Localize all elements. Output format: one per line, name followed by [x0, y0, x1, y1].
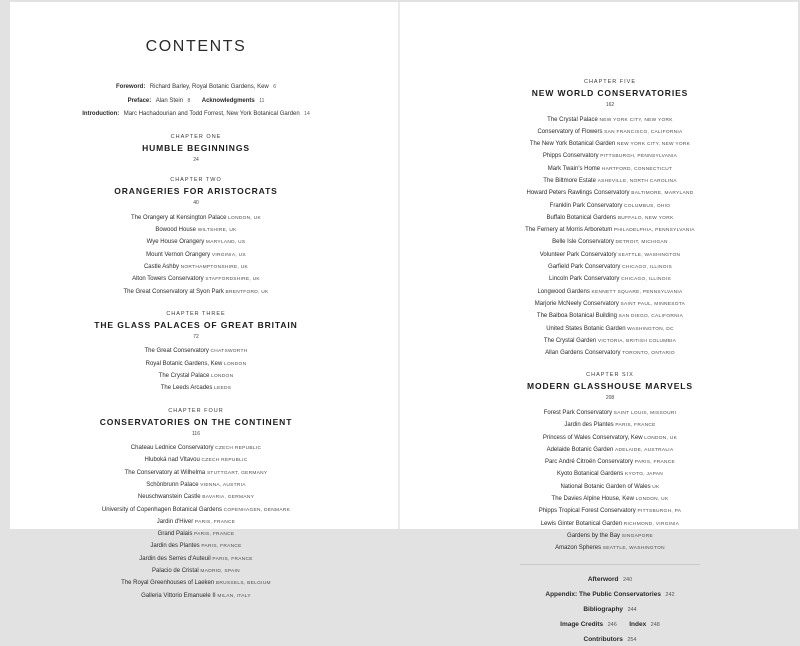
venue-location: STAFFORDSHIRE, UK — [205, 277, 260, 283]
venue-item — [440, 113, 780, 125]
matter-label: Appendix: The Public Conservatories — [545, 590, 661, 598]
venue-item — [440, 186, 780, 198]
matter-text: Marc Hachadourian and Todd Forrest, New York Botanical Garden — [123, 111, 300, 118]
venue-name: Neuschwanstein Castle — [137, 494, 203, 501]
venue-name: Gardens by the Bay — [567, 532, 622, 539]
book-page — [10, 2, 798, 643]
chapter-title: THE GLASS PALACES OF GREAT BRITAIN — [94, 319, 298, 330]
venue-location: BRENTFORD, UK — [225, 289, 269, 295]
matter-label: Index — [629, 620, 647, 628]
venue-name: Galleria Vittorio Emanuele II — [141, 592, 218, 599]
venue-location: VICTORIA, BRITISH COLUMBIA — [597, 338, 677, 344]
venue-location: MARYLAND, US — [205, 240, 246, 246]
venue-location: PARIS, FRANCE — [634, 460, 676, 466]
venue-location: LONDON, UK — [635, 497, 669, 503]
matter-label: Bibliography — [583, 605, 624, 613]
venue-location: CHICAGO, ILLINOIS — [622, 265, 672, 271]
venue-item — [440, 504, 780, 516]
venue-location: COLUMBUS, OHIO — [624, 203, 671, 209]
venue-location: LONDON — [211, 373, 234, 379]
matter-text: Richard Barley, Royal Botanic Gardens, Kew — [149, 84, 269, 90]
venue-item — [440, 418, 780, 430]
venue-location: HARTFORD, CONNECTICUT — [601, 166, 673, 172]
right-page-column — [440, 2, 780, 646]
venue-location: BALTIMORE, MARYLAND — [631, 191, 694, 197]
back-matter-line — [440, 586, 780, 601]
venue-name: The Davies Alpine House, Kew — [551, 496, 636, 503]
venue-name: The Crystal Palace — [158, 372, 212, 379]
venue-list — [26, 344, 366, 393]
venue-location: BRUSSELS, BELGIUM — [215, 581, 271, 587]
venue-item — [26, 223, 366, 235]
venue-location: VIRGINIA, US — [211, 252, 246, 258]
matter-page-number: 6 — [273, 84, 276, 90]
venue-item — [440, 455, 780, 467]
venue-item — [26, 381, 366, 393]
venue-name: The Crystal Palace — [547, 116, 600, 123]
venue-item — [440, 260, 780, 272]
venue-list — [440, 113, 780, 359]
chapter-page-number: 208 — [605, 395, 615, 402]
venue-item — [26, 478, 366, 490]
chapter-label: CHAPTER ONE — [170, 133, 222, 140]
venue-name: Allan Gardens Conservatory — [545, 350, 623, 357]
matter-page-number: 248 — [650, 621, 660, 628]
venue-item — [440, 248, 780, 260]
venue-name: Marjorie McNeely Conservatory — [534, 300, 621, 307]
venue-name: The Fernery at Morris Arboretum — [525, 227, 614, 234]
venue-name: The Crystal Garden — [543, 337, 598, 344]
chapter-block — [26, 176, 366, 297]
venue-name: The Orangery at Kensington Palace — [131, 214, 229, 221]
venue-location: PARIS, FRANCE — [194, 532, 235, 538]
venue-location: LONDON, UK — [644, 435, 678, 441]
back-matter-divider — [520, 564, 700, 565]
chapter-title: NEW WORLD CONSERVATORIES — [531, 88, 689, 98]
venue-name: National Botanic Garden of Wales — [560, 483, 653, 490]
venue-name: Howard Peters Rawlings Conservatory — [526, 190, 632, 197]
venue-name: Phipps Conservatory — [542, 153, 601, 160]
venue-name: Grand Palais — [157, 531, 195, 538]
front-matter — [26, 79, 366, 120]
venue-location: WASHINGTON, DC — [627, 326, 674, 332]
venue-name: The Conservatory at Wilhelma — [124, 469, 207, 476]
venue-item — [26, 235, 366, 247]
chapter-block — [26, 310, 366, 394]
venue-location: NEW YORK CITY, NEW YORK — [599, 117, 673, 123]
matter-label: Acknowledgments — [201, 97, 255, 104]
venue-name: United States Botanic Garden — [546, 325, 628, 332]
matter-page-number: 11 — [259, 97, 265, 104]
matter-page-number: 242 — [665, 591, 675, 598]
venue-item — [26, 539, 366, 551]
matter-page-number: 14 — [304, 111, 310, 118]
chapter-page-number: 72 — [193, 333, 199, 340]
venue-item — [26, 503, 366, 515]
back-matter-line — [440, 616, 780, 631]
matter-page-number: 254 — [627, 636, 637, 643]
venue-item — [26, 285, 366, 297]
venue-location: WILTSHIRE, UK — [197, 228, 237, 234]
venue-name: Conservatory of Flowers — [537, 128, 605, 135]
venue-item — [26, 490, 366, 502]
venue-name: Jardin des Serres d'Auteuil — [139, 555, 213, 562]
venue-location: MILAN, ITALY — [217, 593, 251, 599]
chapter-label: CHAPTER THREE — [166, 310, 226, 317]
venue-item — [440, 297, 780, 309]
venue-item — [26, 527, 366, 539]
venue-name: The Balboa Botanical Building — [536, 313, 619, 320]
matter-label: Image Credits — [560, 620, 604, 628]
venue-name: The Great Conservatory at Syon Park — [123, 288, 226, 295]
venue-name: Palacio de Cristal — [152, 568, 201, 575]
right-chapter-list — [440, 78, 780, 554]
venue-item — [26, 260, 366, 272]
venue-name: Parc André Citroën Conservatory — [544, 459, 635, 466]
chapter-block — [26, 407, 366, 601]
venue-item — [26, 589, 366, 601]
chapter-label: CHAPTER FOUR — [168, 407, 224, 414]
venue-item — [440, 174, 780, 186]
venue-location: PARIS, FRANCE — [212, 556, 253, 562]
matter-page-number: 244 — [627, 606, 637, 613]
venue-item — [26, 552, 366, 564]
venue-location: SEATTLE, WASHINGTON — [602, 546, 665, 552]
venue-name: The Biltmore Estate — [543, 177, 598, 184]
venue-item — [440, 334, 780, 346]
venue-location: KENNETT SQUARE, PENNSYLVANIA — [591, 289, 683, 295]
venue-location: PITTSBURGH, PA — [637, 509, 682, 515]
venue-location: DETROIT, MICHIGAN — [615, 240, 668, 246]
matter-page-number: 240 — [622, 576, 633, 583]
venue-location: BAVARIA, GERMANY — [202, 495, 255, 501]
venue-name: Jardin des Plantes — [150, 543, 202, 550]
chapter-page-number: 162 — [605, 102, 615, 108]
venue-name: The New York Botanical Garden — [529, 141, 617, 148]
page-title: CONTENTS — [145, 38, 247, 55]
venue-location: CHATSWORTH — [210, 349, 248, 355]
venue-location: UK — [652, 484, 660, 490]
venue-name: Garfield Park Conservatory — [548, 264, 623, 271]
matter-text: Alan Stein — [155, 97, 184, 104]
venue-name: Princess of Wales Conservatory, Kew — [542, 434, 645, 441]
venue-item — [26, 515, 366, 527]
venue-name: Franklin Park Conservatory — [549, 202, 625, 209]
venue-name: Mount Vernon Orangery — [146, 251, 212, 258]
chapter-block — [440, 78, 780, 358]
venue-item — [440, 406, 780, 418]
venue-item — [440, 443, 780, 455]
venue-item — [26, 466, 366, 478]
chapter-page-number: 116 — [192, 430, 200, 437]
venue-item — [440, 529, 780, 541]
venue-item — [440, 235, 780, 247]
page-gutter-line — [398, 2, 400, 529]
venue-item — [26, 344, 366, 356]
venue-location: MADRID, SPAIN — [200, 569, 240, 575]
venue-item — [440, 137, 780, 149]
matter-label: Introduction: — [82, 111, 120, 118]
venue-location: SINGAPORE — [621, 533, 653, 539]
chapter-label: CHAPTER SIX — [586, 372, 634, 379]
venue-name: Buffalo Botanical Gardens — [546, 214, 618, 221]
venue-name: Phipps Tropical Forest Conservatory — [538, 508, 638, 515]
chapter-block — [440, 371, 780, 553]
venue-name: Castle Ashby — [143, 263, 181, 270]
venue-name: Lewis Ginter Botanical Garden — [540, 520, 624, 527]
venue-location: PARIS, FRANCE — [615, 423, 656, 429]
venue-item — [26, 272, 366, 284]
venue-location: ASHEVILLE, NORTH CAROLINA — [597, 178, 677, 184]
venue-name: The Great Conservatory — [144, 348, 211, 355]
venue-location: CHICAGO, ILLINOIS — [621, 277, 671, 283]
venue-name: Adelaide Botanic Garden — [546, 446, 615, 453]
venue-name: Kyoto Botanical Gardens — [556, 471, 625, 478]
left-chapter-list — [26, 133, 366, 601]
venue-location: SAN DIEGO, CALIFORNIA — [618, 314, 684, 320]
venue-item — [440, 346, 780, 358]
venue-item — [440, 309, 780, 321]
venue-item — [26, 248, 366, 260]
venue-item — [440, 467, 780, 479]
venue-location: VIENNA, AUSTRIA — [200, 482, 246, 488]
venue-list — [26, 211, 366, 297]
venue-item — [26, 211, 366, 223]
venue-name: Wye House Orangery — [146, 239, 206, 246]
venue-location: BUFFALO, NEW YORK — [617, 215, 674, 221]
back-matter-line — [440, 631, 780, 646]
venue-item — [440, 517, 780, 529]
venue-item — [440, 211, 780, 223]
back-matter-line — [440, 571, 780, 586]
venue-location: SAN FRANCISCO, CALIFORNIA — [604, 129, 683, 135]
venue-location: SEATTLE, WASHINGTON — [618, 252, 681, 258]
venue-name: Lincoln Park Conservatory — [549, 276, 622, 283]
front-matter-line — [26, 93, 366, 107]
chapter-page-number: 40 — [193, 200, 199, 207]
venue-item — [26, 369, 366, 381]
venue-item — [440, 223, 780, 235]
venue-location: PARIS, FRANCE — [194, 519, 236, 525]
matter-label: Afterword — [587, 575, 619, 583]
venue-item — [440, 431, 780, 443]
venue-item — [440, 162, 780, 174]
venue-name: Belle Isle Conservatory — [552, 239, 616, 246]
venue-name: Hluboká nad Vltavou — [144, 457, 202, 464]
venue-item — [440, 149, 780, 161]
matter-page-number: 8 — [187, 97, 191, 104]
venue-name: Chateau Lednice Conservatory — [130, 445, 216, 452]
venue-item — [440, 272, 780, 284]
venue-location: PHILADELPHIA, PENNSYLVANIA — [613, 228, 695, 234]
venue-location: PARIS, FRANCE — [201, 544, 242, 550]
venue-name: University of Copenhagen Botanical Gardens — [101, 506, 224, 513]
venue-item — [440, 492, 780, 504]
chapter-label: CHAPTER FIVE — [583, 79, 637, 85]
venue-name: Alton Towers Conservatory — [132, 276, 206, 283]
venue-item — [440, 541, 780, 553]
venue-item — [440, 125, 780, 137]
venue-item — [26, 357, 366, 369]
back-matter-line — [440, 601, 780, 616]
venue-name: Volunteer Park Conservatory — [539, 251, 619, 258]
chapter-label: CHAPTER TWO — [170, 177, 222, 184]
venue-name: Mark Twain's Home — [547, 165, 602, 172]
venue-location: SAINT LOUIS, MISSOURI — [613, 410, 677, 416]
venue-location: CZECH REPUBLIC — [215, 446, 262, 452]
venue-location: LONDON, UK — [228, 215, 261, 221]
venue-location: PITTSBURGH, PENNSYLVANIA — [600, 154, 678, 160]
venue-location: STUTTGART, GERMANY — [206, 470, 268, 476]
venue-list — [440, 406, 780, 554]
venue-name: The Leeds Arcades — [160, 385, 215, 392]
venue-location: NORTHAMPTONSHIRE, UK — [180, 264, 249, 270]
venue-location: CZECH REPUBLIC — [201, 458, 248, 464]
venue-location: KYOTO, JAPAN — [624, 472, 664, 478]
venue-name: Longwood Gardens — [537, 288, 592, 295]
venue-location: RICHMOND, VIRGINIA — [623, 521, 680, 527]
venue-location: LONDON — [224, 361, 247, 367]
venue-location: COPENHAGEN, DENMARK — [223, 507, 291, 513]
venue-name: Forest Park Conservatory — [543, 409, 614, 416]
chapter-title: ORANGERIES FOR ARISTOCRATS — [114, 186, 278, 197]
venue-location: NEW YORK CITY, NEW YORK — [616, 142, 691, 148]
venue-item — [440, 480, 780, 492]
venue-name: Jardin des Plantes — [564, 422, 616, 429]
matter-label: Preface: — [127, 97, 152, 104]
venue-item — [26, 576, 366, 588]
venue-name: Bowood House — [155, 227, 198, 234]
venue-item — [440, 199, 780, 211]
venue-name: Schönbrunn Palace — [146, 481, 201, 488]
chapter-block — [26, 133, 366, 164]
chapter-title: MODERN GLASSHOUSE MARVELS — [527, 381, 693, 392]
venue-location: SAINT PAUL, MINNESOTA — [620, 301, 686, 307]
venue-name: Jardin d'Hiver — [156, 518, 195, 525]
venue-name: The Royal Greenhouses of Laeken — [121, 580, 216, 587]
chapter-title: HUMBLE BEGINNINGS — [142, 142, 250, 153]
venue-name: Royal Botanic Gardens, Kew — [145, 360, 225, 367]
left-page-column — [26, 2, 366, 601]
venue-name: Amazon Spheres — [555, 545, 603, 552]
venue-location: ADELAIDE, AUSTRALIA — [614, 447, 674, 453]
venue-item — [440, 322, 780, 334]
matter-label: Contributors — [583, 635, 623, 643]
venue-list — [26, 441, 366, 601]
venue-item — [26, 453, 366, 465]
back-matter — [440, 571, 780, 646]
chapter-page-number: 24 — [193, 156, 199, 163]
venue-item — [440, 285, 780, 297]
venue-location: LEEDS — [214, 386, 232, 392]
front-matter-line — [26, 79, 366, 93]
matter-label: Foreword: — [116, 84, 146, 90]
venue-item — [26, 441, 366, 453]
venue-item — [26, 564, 366, 576]
matter-page-number: 246 — [607, 621, 617, 628]
front-matter-line — [26, 106, 366, 120]
chapter-title: CONSERVATORIES ON THE CONTINENT — [99, 416, 293, 427]
venue-location: TORONTO, ONTARIO — [622, 351, 675, 357]
